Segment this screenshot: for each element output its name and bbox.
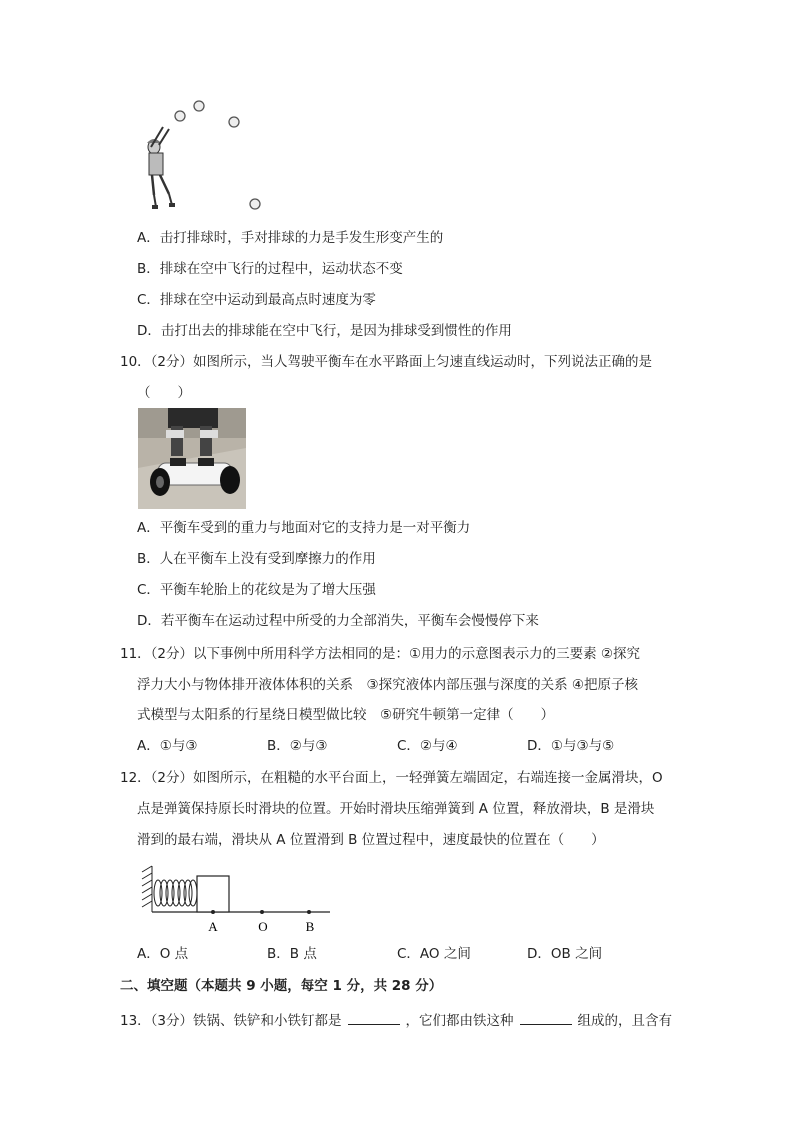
q11-option-a: A．①与③ xyxy=(137,738,198,754)
q12-option-d: D．OB 之间 xyxy=(527,946,603,962)
q10-option-a: A．平衡车受到的重力与地面对它的支持力是一对平衡力 xyxy=(137,520,471,536)
wall-hatch xyxy=(142,866,152,912)
q10-stem: 10．（2分）如图所示，当人驾驶平衡车在水平路面上匀速直线运动时，下列说法正确的是 xyxy=(120,354,653,370)
q13-blank-2[interactable] xyxy=(520,1010,572,1025)
q12-stem-line2: 点是弹簧保持原长时滑块的位置。开始时滑块压缩弹簧到 A 位置，释放滑块，B 是滑块 xyxy=(137,801,655,817)
point-a-dot xyxy=(211,910,215,914)
q11-stem-line2: 浮力大小与物体排开液体体积的关系 ③探究液体内部压强与深度的关系 ④把原子核 xyxy=(137,677,638,693)
q12-stem-line3: 滑到的最右端，滑块从 A 位置滑到 B 位置过程中，速度最快的位置在（ ） xyxy=(137,832,605,848)
q10-option-b: B．人在平衡车上没有受到摩擦力的作用 xyxy=(137,551,376,567)
q9-option-a: A．击打排球时，手对排球的力是手发生形变产生的 xyxy=(137,230,444,246)
point-b-label: B xyxy=(305,919,315,934)
balance-scooter-photo xyxy=(138,408,246,509)
point-o-label: O xyxy=(258,919,268,934)
q11-options xyxy=(137,736,657,756)
q10-stem-bracket: （ ） xyxy=(137,385,191,401)
spring-block-diagram xyxy=(138,862,333,937)
q13-part3: 组成的，且含有 xyxy=(577,1013,673,1029)
q9-option-b: B．排球在空中飞行的过程中，运动状态不变 xyxy=(137,261,403,277)
q13-part2: ，它们都由铁这种 xyxy=(405,1013,514,1029)
q12-stem-line1: 12．（2分）如图所示，在粗糙的水平台面上，一轻弹簧左端固定，右端连接一金属滑块，O xyxy=(120,770,663,786)
q13-part1: 13．（3分）铁锅、铁铲和小铁钉都是 xyxy=(120,1013,342,1029)
q13-stem xyxy=(120,1010,672,1031)
q12-option-a: A．O 点 xyxy=(137,946,189,962)
q10-option-c: C．平衡车轮胎上的花纹是为了增大压强 xyxy=(137,582,376,598)
metal-block xyxy=(197,876,229,912)
q11-stem-line3: 式模型与太阳系的行星绕日模型做比较 ⑤研究牛顿第一定律（ ） xyxy=(137,707,555,723)
q12-option-c: C．AO 之间 xyxy=(397,946,471,962)
spring xyxy=(154,880,197,906)
section-fill-in-title: 二、填空题（本题共 9 小题，每空 1 分，共 28 分） xyxy=(120,978,443,994)
volleyball-player-figure xyxy=(135,95,270,215)
q9-option-c: C．排球在空中运动到最高点时速度为零 xyxy=(137,292,376,308)
q11-option-d: D．①与③与⑤ xyxy=(527,738,615,754)
point-b-dot xyxy=(307,910,311,914)
point-o-dot xyxy=(260,910,264,914)
q12-options xyxy=(137,944,657,964)
q11-option-b: B．②与③ xyxy=(267,738,328,754)
q13-blank-1[interactable] xyxy=(348,1010,400,1025)
q9-option-d: D．击打出去的排球能在空中飞行，是因为排球受到惯性的作用 xyxy=(137,323,512,339)
point-a-label: A xyxy=(208,919,218,934)
q12-option-b: B．B 点 xyxy=(267,946,317,962)
q10-option-d: D．若平衡车在运动过程中所受的力全部消失，平衡车会慢慢停下来 xyxy=(137,613,539,629)
q11-stem-line1: 11．（2分）以下事例中所用科学方法相同的是：①用力的示意图表示力的三要素 ②探究 xyxy=(120,646,641,662)
q11-option-c: C．②与④ xyxy=(397,738,458,754)
